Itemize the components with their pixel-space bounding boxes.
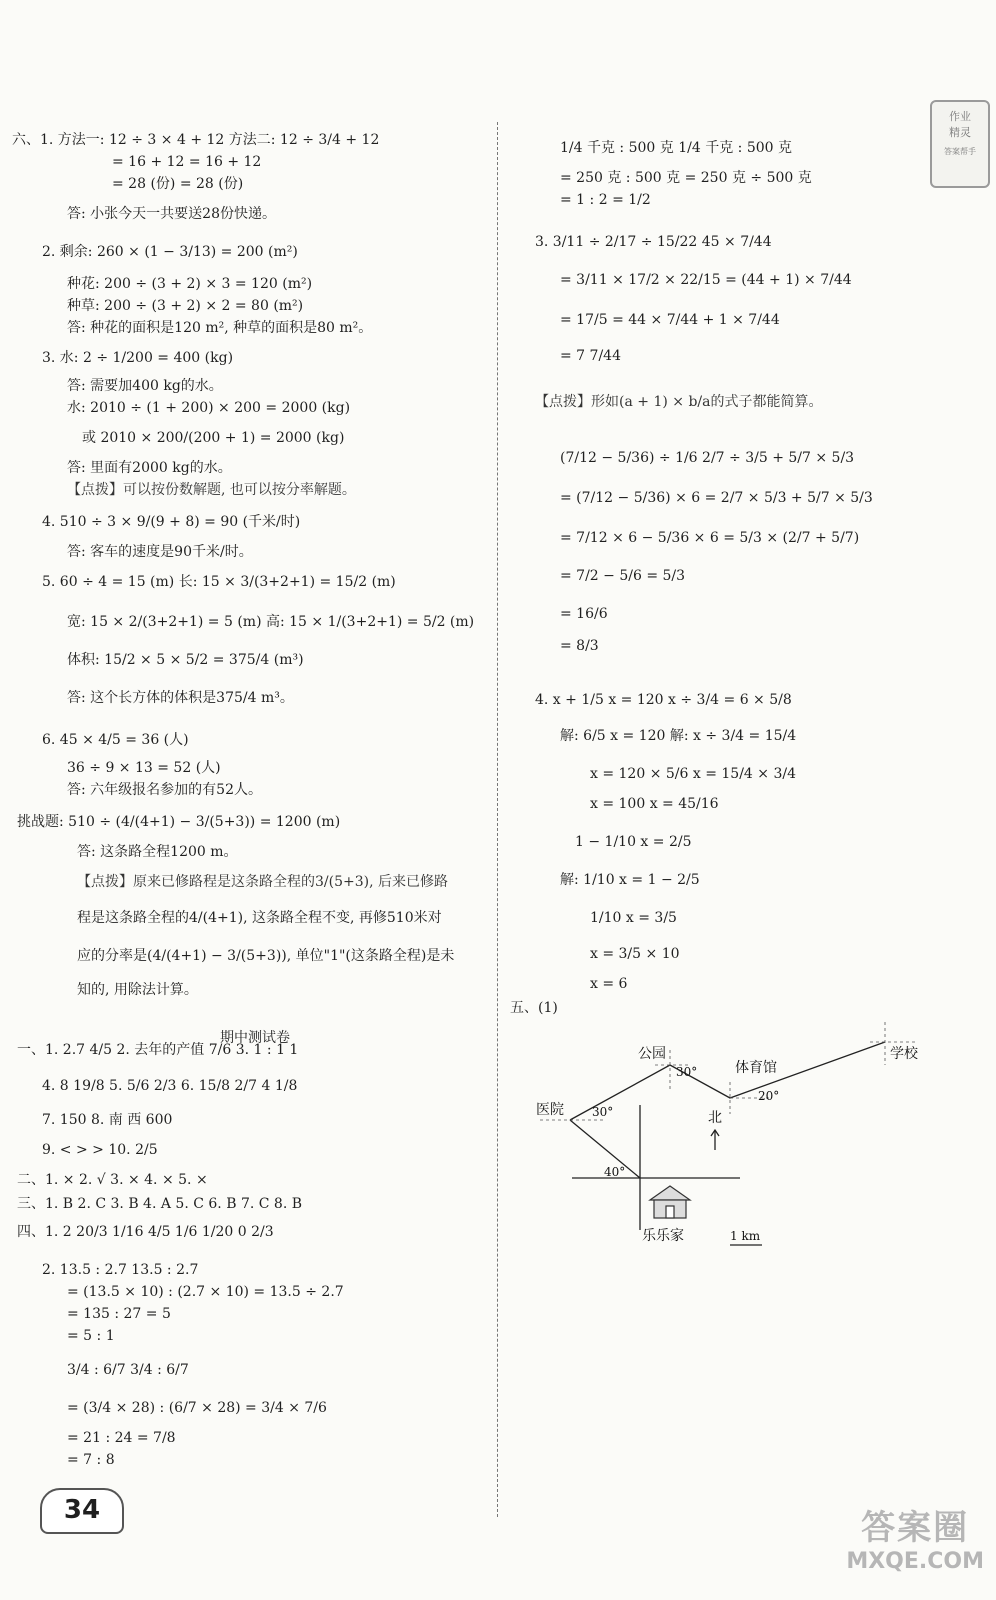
answer-line: = 250 克 : 500 克 = 250 克 ÷ 500 克	[560, 170, 812, 186]
answer-line: = 17/5 = 44 × 7/44 + 1 × 7/44	[560, 312, 780, 328]
section-title: 期中测试卷	[220, 1030, 290, 1046]
answer-line: 体积: 15/2 × 5 × 5/2 = 375/4 (m³)	[67, 652, 304, 668]
answer-line: 或 2010 × 200/(200 + 1) = 2000 (kg)	[82, 430, 345, 446]
answer-line: = (3/4 × 28) : (6/7 × 28) = 3/4 × 7/6	[67, 1400, 327, 1416]
answer-line: 3/4 : 6/7 3/4 : 6/7	[67, 1362, 189, 1378]
answer-line: (7/12 − 5/36) ÷ 1/6 2/7 ÷ 3/5 + 5/7 × 5/3	[560, 450, 855, 466]
answer-line: 5. 60 ÷ 4 = 15 (m) 长: 15 × 3/(3+2+1) = 15/2 (m)	[42, 574, 396, 590]
answer-line: 解: 6/5 x = 120 解: x ÷ 3/4 = 15/4	[560, 728, 797, 744]
map-label-hospital: 医院	[536, 1102, 564, 1118]
page-number: 34	[40, 1488, 124, 1534]
answer-line: 9. < > > 10. 2/5	[42, 1142, 158, 1158]
answer-line: = 3/11 × 17/2 × 22/15 = (44 + 1) × 7/44	[560, 272, 852, 288]
answer-line: = 8/3	[560, 638, 599, 654]
hint-line: 【点拨】可以按份数解题, 也可以按分率解题。	[67, 482, 356, 498]
answer-line: 4. x + 1/5 x = 120 x ÷ 3/4 = 6 × 5/8	[535, 692, 792, 708]
answer-line: x = 120 × 5/6 x = 15/4 × 3/4	[590, 766, 796, 782]
hint-line: 应的分率是(4/(4+1) − 3/(5+3)), 单位"1"(这条路全程)是未	[77, 948, 455, 964]
column-divider	[497, 122, 498, 1517]
answer-line: 6. 45 × 4/5 = 36 (人)	[42, 732, 189, 748]
answer-line: = 7 : 8	[67, 1452, 115, 1468]
hint-line: 知的, 用除法计算。	[77, 982, 198, 998]
stamp-line-2: 精灵	[949, 126, 971, 139]
answer-line: 水: 2010 ÷ (1 + 200) × 200 = 2000 (kg)	[67, 400, 351, 416]
answer-line: 1 − 1/10 x = 2/5	[575, 834, 692, 850]
corner-stamp	[930, 100, 990, 188]
answer-line: = 7/2 − 5/6 = 5/3	[560, 568, 686, 584]
answer-line: 2. 剩余: 260 × (1 − 3/13) = 200 (m²)	[42, 244, 298, 260]
map-label-north: 北	[708, 1110, 722, 1126]
answer-line: 五、(1)	[510, 1000, 558, 1016]
answer-line: 4. 8 19/8 5. 5/6 2/3 6. 15/8 2/7 4 1/8	[42, 1078, 298, 1094]
answer-line: 四、1. 2 20/3 1/16 4/5 1/6 1/20 0 2/3	[17, 1224, 274, 1240]
answer-line: = (13.5 × 10) : (2.7 × 10) = 13.5 ÷ 2.7	[67, 1284, 344, 1300]
answer-line: 挑战题: 510 ÷ (4/(4+1) − 3/(5+3)) = 1200 (m)	[17, 814, 341, 830]
answer-line: 7. 150 8. 南 西 600	[42, 1112, 173, 1128]
answer-line: 答: 这条路全程1200 m。	[77, 844, 238, 860]
direction-map	[530, 1010, 940, 1250]
answer-line: 答: 六年级报名参加的有52人。	[67, 782, 262, 798]
map-angle-home: 40°	[604, 1165, 626, 1179]
hint-line: 【点拨】原来已修路程是这条路全程的3/(5+3), 后来已修路	[77, 874, 448, 890]
answer-line: 1/10 x = 3/5	[590, 910, 677, 926]
answer-line: 宽: 15 × 2/(3+2+1) = 5 (m) 高: 15 × 1/(3+2+1) = 5/2 (m)	[67, 614, 475, 630]
hint-line: 【点拨】形如(a + 1) × b/a的式子都能简算。	[535, 394, 823, 410]
stamp-line-3: 答案帮手	[944, 147, 976, 156]
answer-line: 六、1. 方法一: 12 ÷ 3 × 4 + 12 方法二: 12 ÷ 3/4 + 12	[12, 132, 380, 148]
answer-line: = 1 : 2 = 1/2	[560, 192, 651, 208]
answer-line: 答: 这个长方体的体积是375/4 m³。	[67, 690, 294, 706]
answer-line: = 7/12 × 6 − 5/36 × 6 = 5/3 × (2/7 + 5/7)	[560, 530, 860, 546]
answer-line: 3. 水: 2 ÷ 1/200 = 400 (kg)	[42, 350, 234, 366]
answer-line: 3. 3/11 ÷ 2/17 ÷ 15/22 45 × 7/44	[535, 234, 772, 250]
answer-line: 三、1. B 2. C 3. B 4. A 5. C 6. B 7. C 8. B	[17, 1196, 303, 1212]
map-angle-gym: 20°	[758, 1089, 780, 1103]
answer-line: 4. 510 ÷ 3 × 9/(9 + 8) = 90 (千米/时)	[42, 514, 301, 530]
watermark-url: MXQE.COM	[846, 1549, 984, 1574]
answer-line: = 16/6	[560, 606, 608, 622]
map-label-gym: 体育馆	[735, 1060, 777, 1076]
map-angle-park: 30°	[676, 1065, 698, 1079]
map-label-park: 公园	[638, 1046, 666, 1062]
answer-line: 36 ÷ 9 × 13 = 52 (人)	[67, 760, 221, 776]
map-label-scale: 1 km	[730, 1229, 761, 1243]
map-angle-hospital: 30°	[592, 1105, 614, 1119]
answer-line: x = 6	[590, 976, 628, 992]
answer-line: 种花: 200 ÷ (3 + 2) × 3 = 120 (m²)	[67, 276, 313, 292]
watermark-text: 答案圈	[861, 1508, 970, 1548]
answer-line: 答: 种花的面积是120 m², 种草的面积是80 m²。	[67, 320, 373, 336]
answer-line: = 21 : 24 = 7/8	[67, 1430, 176, 1446]
answer-line: 解: 1/10 x = 1 − 2/5	[560, 872, 700, 888]
answer-line: 二、1. × 2. √ 3. × 4. × 5. ×	[17, 1172, 208, 1188]
answer-line: 答: 需要加400 kg的水。	[67, 378, 223, 394]
answer-line: 1/4 千克 : 500 克 1/4 千克 : 500 克	[560, 140, 792, 156]
answer-line: x = 3/5 × 10	[590, 946, 680, 962]
answer-line: x = 100 x = 45/16	[590, 796, 719, 812]
answer-line: = 16 + 12 = 16 + 12	[112, 154, 262, 170]
house-icon	[650, 1186, 690, 1218]
route-line	[570, 1042, 885, 1120]
stamp-line-1: 作业	[949, 110, 971, 123]
answer-line: = 28 (份) = 28 (份)	[112, 176, 244, 192]
answer-line: 答: 里面有2000 kg的水。	[67, 460, 232, 476]
watermark	[846, 1500, 984, 1574]
answer-line: = 5 : 1	[67, 1328, 115, 1344]
answer-line: 答: 客车的速度是90千米/时。	[67, 544, 253, 560]
answer-line: = 135 : 27 = 5	[67, 1306, 171, 1322]
answer-line: = 7 7/44	[560, 348, 621, 364]
answer-line: 一、1. 2.7 4/5 2. 去年的产值 7/6 3. 1 : 1 1	[17, 1042, 299, 1058]
answer-line: = (7/12 − 5/36) × 6 = 2/7 × 5/3 + 5/7 × 5/3	[560, 490, 873, 506]
answer-line: 种草: 200 ÷ (3 + 2) × 2 = 80 (m²)	[67, 298, 304, 314]
answer-line: 答: 小张今天一共要送28份快递。	[67, 206, 276, 222]
map-label-home: 乐乐家	[642, 1228, 684, 1244]
hint-line: 程是这条路全程的4/(4+1), 这条路全程不变, 再修510米对	[77, 910, 442, 926]
answer-line: 2. 13.5 : 2.7 13.5 : 2.7	[42, 1262, 199, 1278]
map-label-school: 学校	[890, 1046, 918, 1062]
